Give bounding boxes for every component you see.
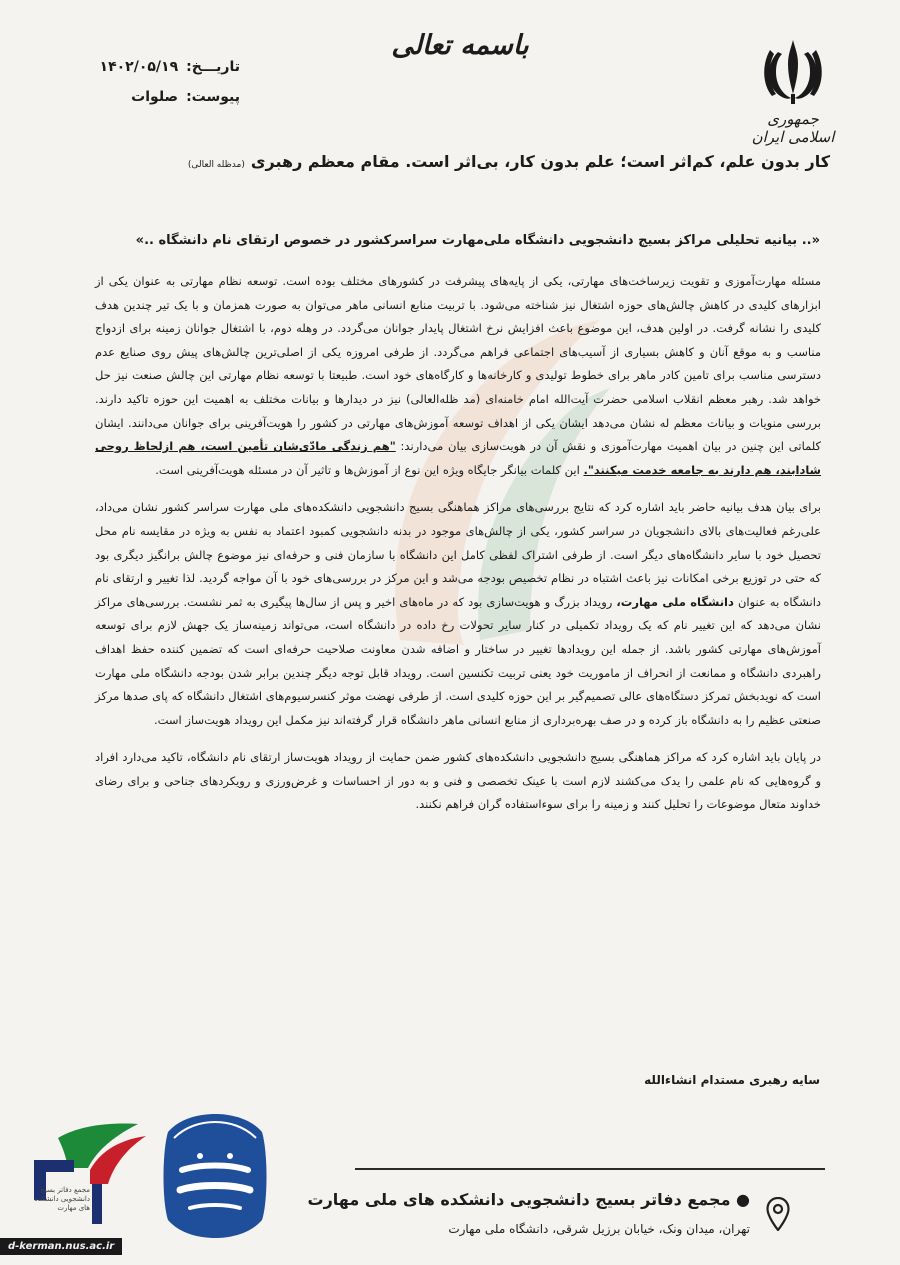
basmala: باسمه تعالی	[391, 30, 529, 61]
emblem-label: جمهوری اسلامی ایران	[751, 110, 835, 146]
date-value: ۱۴۰۲/۰۵/۱۹	[99, 59, 179, 75]
national-skill-university-logo-icon	[160, 1112, 270, 1240]
paragraph-3: در پایان باید اشاره کرد که مراکز هماهنگی بسیج دانشجویی دانشکده‌های کشور ضمن حمایت از رویداد هویت‌ساز ارتقای نام دانشگاه، تاکید می‌دارد افراد و گروه‌هایی که نام علمی را یدک می‌کشند لازم است با عینک تخصصی و فنی و به دور از احساسات و غرض‌ورزی و رویکردهای جناحی و برای رضای خداوند متعال موضوعات را تحلیل کنند و زمینه را برای سوءاستفاده گران فراهم نکنند.	[95, 750, 821, 812]
basij-logo-text: مجمع دفاتر بسیج دانشجویی دانشکده های مهارت	[34, 1186, 90, 1212]
paragraph-2	[95, 496, 821, 732]
date-label: تاریـــخ:	[186, 59, 240, 75]
paragraph-2-bold: دانشگاه ملی مهارت،	[616, 594, 734, 609]
iran-emblem	[748, 36, 838, 146]
paragraph-2-text: برای بیان هدف بیانیه حاضر باید اشاره کرد که نتایج بررسی‌های مراکز هماهنگی بسیج دانشجویی دانشکده‌های ملی مهارت سراسر کشور نشان می‌داد، علی‌رغم فعالیت‌های بالای دانشجویان در سراسر کشور، یکی از چالش‌های موجود در بدنه دانشجویی کمبود اعتماد به نفس به ویژه در مقایسه نام محل تحصیل خود با سایر دانشگاه‌های دیگر است. از طرفی اشتراک لفظی کامل این دانشگاه با سازمان فنی و حرفه‌ای نیز موضوع چالش برانگیز دیگری بود که حتی در توزیع برخی امکانات نیز باعث اشتباه در نظام تخصیص بودجه می‌شد و این مرکز در بررسی‌های خود با آن مواجه گردید. لذا تغییر و ارتقای نام دانشگاه به عنوان	[95, 500, 822, 609]
statement-title: «.. بیانیه تحلیلی مراکز بسیج دانشجویی دانشگاه ملی‌مهارت سراسرکشور در خصوص ارتقای نام دانشگاه ..»	[135, 233, 820, 248]
attachment-value: صلوات	[131, 89, 179, 105]
paragraph-2-tail: رویداد بزرگ و هویت‌سازی بود که در ماه‌های اخیر و پس از سال‌ها پیگیری به ثمر نشست. بررسی‌های مراکز نشان می‌دهد که این تغییر نام که یک رویداد تکمیلی در کنار سایر تحولات رخ داده در دانشگاه است، می‌تواند زمینه‌ساز یک جهش لازم برای توسعه آموزش‌های مهارتی کشور باشد. از جمله این رویدادها تغییر در ساختار و اضافه شدن معاونت صلاحیت حرفه‌ای است که تضمین کننده حفظ اهداف راهبردی دانشگاه و ممانعت از انحراف از ماموریت خود یعنی تربیت تکنسین است. رویداد قابل توجه دیگر چندین برابر شدن بودجه دانشگاه ملی مهارت است که نویدبخش تمرکز دستگاه‌های عالی تصمیم‌گیر بر این حوزه کلیدی است. از طرفی نهضت موثر کنسرسیوم‌های اشتغال دانشگاه که پای صدها مرکز صنعتی عظیم را به دانشگاه باز کرده و در صف بهره‌برداری از منابع انسانی ماهر دانشگاه قرار گرفته‌اند نیز مکمل این رویداد هویت‌ساز است.	[95, 594, 821, 727]
paragraph-1-text: مسئله مهارت‌آموزی و تقویت زیرساخت‌های مهارتی، یکی از پایه‌های پیشرفت در کشورهای مختلف بوده است. توسعه نظام مهارتی به عنوان یکی از ابزارهای کلیدی در کاهش چالش‌های حوزه اشتغال نیز شناخته می‌شود. با تربیت منابع انسانی ماهر می‌توان به صورت همزمان و با یک تیر چندین هدف کلیدی را نشانه گرفت. در اولین هدف، این موضوع باعث افزایش نرخ اشتغال پایدار جوانان می‌گردد. در وهله دوم، با اشتغال جوانان زمینه برای ازدواج مناسب و به موقع آنان و کاهش بسیاری از آسیب‌های اجتماعی فراهم می‌گردد. از طرفی امروزه یکی از اصلی‌ترین چالش‌های پیش روی صنایع عدم دسترسی مناسب برای تامین کادر ماهر برای خطوط تولیدی و کارخانه‌ها و کارگاه‌های خود است. طبیعتا با توسعه نظام مهارتی این چالش صنعت نیز حل خواهد شد. رهبر معظم انقلاب اسلامی حضرت آیت‌الله امام خامنه‌ای (مد ظله‌العالی) نیز در دیدارها و بیانات مختلف به اهمیت این حوزه تاکید دارند. بررسی منویات و بیانات معظم له نشان می‌دهد ایشان یکی از اهداف توسعه آموزش‌های مهارتی در کشور را هویت‌آفرینی برای جوانان می‌دانند. ایشان کلماتی این چنین در بیان اهمیت مهارت‌آموزی و نقش آن در هویت‌سازی بیان می‌دارند:	[95, 274, 821, 454]
paragraph-1-quote: "هم زندگی مادّی‌شان تأمین است، هم ازلحاظ روحی شادابند، هم دارند به جامعه خدمت میکنند".	[95, 439, 821, 477]
quote-suffix: (مدظله العالی)	[187, 160, 245, 170]
footer-org-name: مجمع دفاتر بسیج دانشجویی دانشکده های ملی مهارت	[307, 1190, 731, 1209]
letter-meta	[40, 52, 240, 112]
footer-divider	[355, 1168, 825, 1170]
leader-quote	[180, 152, 830, 171]
quote-text: کار بدون علم، کم‌اثر است؛ علم بدون کار، بی‌اثر است. مقام معظم رهبری	[250, 152, 830, 171]
statement-body	[95, 270, 821, 831]
paragraph-1-tail: این کلمات بیانگر جایگاه ویژه این نوع از آموزش‌ها و تاثیر آن در مسئله هویت‌آفرینی است.	[155, 462, 584, 477]
signature-line: سایه رهبری مستدام انشاءالله	[644, 1073, 820, 1087]
paragraph-1	[95, 270, 821, 482]
website-badge: d-kerman.nus.ac.ir	[0, 1238, 122, 1255]
location-pin-icon	[766, 1197, 790, 1231]
emblem-icon	[758, 36, 828, 108]
date-row	[40, 52, 240, 82]
basij-student-logo-icon	[28, 1118, 153, 1233]
footer-address: تهران، میدان ونک، خیابان برزیل شرقی، دانشگاه ملی مهارت	[448, 1222, 750, 1236]
attachment-label: پیوست:	[186, 89, 240, 105]
attachment-row	[40, 82, 240, 112]
footer-organization: ● مجمع دفاتر بسیج دانشجویی دانشکده های ملی مهارت	[307, 1190, 750, 1209]
